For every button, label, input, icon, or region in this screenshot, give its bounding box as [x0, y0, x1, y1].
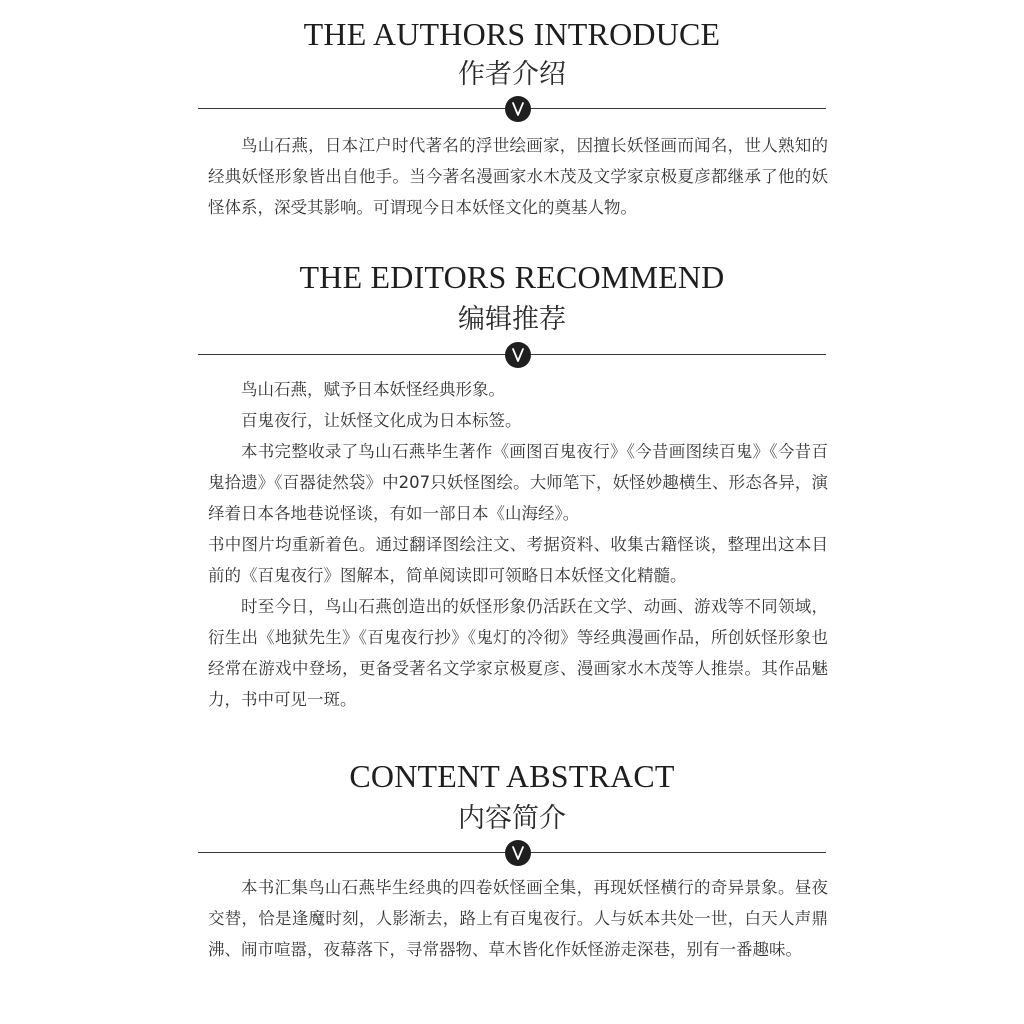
v-circle-icon	[505, 96, 531, 122]
body-paragraph: 鸟山石燕，赋予日本妖怪经典形象。	[241, 380, 505, 399]
body-paragraph: 百鬼夜行，让妖怪文化成为日本标签。	[241, 411, 522, 430]
section-title-en: THE EDITORS RECOMMEND	[299, 259, 725, 295]
body-paragraph: 书中图片均重新着色。通过翻译图绘注文、考据资料、收集古籍怪谈，整理出这本目前的《百鬼夜行》图解本，简单阅读即可领略日本妖怪文化精髓。	[208, 535, 828, 585]
body-paragraph: 本书汇集鸟山石燕毕生经典的四卷妖怪画全集，再现妖怪横行的奇异景象。昼夜交替，恰是逢魔时刻，人影渐去，路上有百鬼夜行。人与妖本共处一世，白天人声鼎沸、闹市喧嚣，夜幕落下，寻常器物、草木皆化作妖怪游走深巷，别有一番趣味。	[208, 878, 828, 959]
section-title-zh: 编辑推荐	[458, 304, 566, 335]
body-paragraph: 时至今日，鸟山石燕创造出的妖怪形象仍活跃在文学、动画、游戏等不同领域，衍生出《地狱先生》《百鬼夜行抄》《鬼灯的冷彻》等经典漫画作品，所创妖怪形象也经常在游戏中登场，更备受著名文学家京极夏彦、漫画家水木茂等人推崇。其作品魅力，书中可见一斑。	[208, 597, 828, 709]
body-paragraph: 鸟山石燕，日本江户时代著名的浮世绘画家，因擅长妖怪画而闻名，世人熟知的经典妖怪形象皆出自他手。当今著名漫画家水木茂及文学家京极夏彦都继承了他的妖怪体系，深受其影响。可谓现今日本妖怪文化的奠基人物。	[208, 136, 828, 217]
body-paragraph: 本书完整收录了鸟山石燕毕生著作《画图百鬼夜行》《今昔画图续百鬼》《今昔百鬼拾遗》《百器徒然袋》中207只妖怪图绘。大师笔下，妖怪妙趣横生、形态各异，演绎着日本各地巷说怪谈，有如一部日本《山海经》。	[208, 442, 828, 523]
section-title-en: CONTENT ABSTRACT	[349, 758, 675, 794]
v-circle-icon	[505, 840, 531, 866]
section-body	[208, 130, 828, 223]
section-body	[208, 872, 828, 965]
section-title-zh: 作者介绍	[458, 59, 566, 90]
section-title-en: THE AUTHORS INTRODUCE	[303, 16, 721, 52]
section-title-zh: 内容简介	[458, 803, 566, 834]
v-circle-icon	[505, 342, 531, 368]
section-body	[208, 374, 828, 715]
